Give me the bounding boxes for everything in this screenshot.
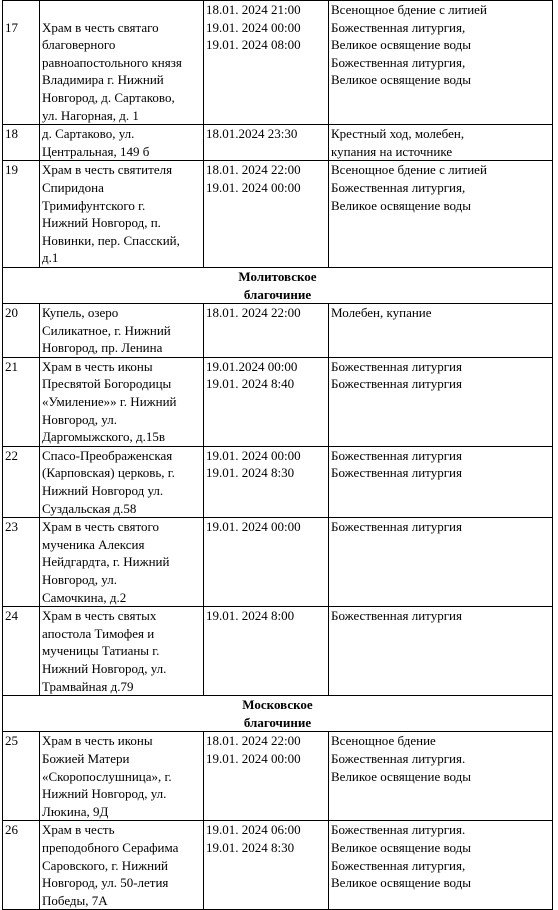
service-time: 19.01. 2024 00:00 <box>206 179 301 195</box>
church-address-line: (Карповская) церковь, г. <box>42 465 175 481</box>
schedule-table <box>2 0 553 910</box>
service-time: 19.01. 2024 00:00 <box>206 19 301 35</box>
row-number-cell <box>3 1 40 125</box>
church-address-line: ул. Нагорная, д. 1 <box>42 107 139 123</box>
service-name: Великое освящение воды <box>331 37 471 53</box>
church-address-cell <box>40 518 204 607</box>
church-address-line: Владимира г. Нижний <box>42 72 164 88</box>
service-name: Всенощное бдение с литией <box>331 2 487 17</box>
table-row <box>3 161 553 268</box>
church-address-cell <box>40 732 204 821</box>
service-time: 19.01. 2024 08:00 <box>206 37 301 53</box>
row-number-cell <box>3 357 40 446</box>
deanery-header <box>3 267 553 303</box>
church-address-line: Храм в честь святаго <box>42 19 159 35</box>
church-address-line: благоверного <box>42 37 116 53</box>
service-name: Божественная литургия, <box>331 179 466 195</box>
church-address-line: Центральная, 149 б <box>42 143 150 159</box>
service-name: Великое освящение воды <box>331 839 471 855</box>
table-row <box>3 732 553 821</box>
church-address-line: Нижний Новгород, п. <box>42 215 161 231</box>
church-address-line: Храм в честь святителя <box>42 162 173 178</box>
row-number: 19 <box>5 162 18 178</box>
table-row <box>3 304 553 358</box>
service-time: 18.01. 2024 22:00 <box>206 733 301 749</box>
service-name-cell <box>329 518 553 607</box>
church-address-line: Новгород, ул. <box>42 411 117 427</box>
service-time: 18.01.2024 23:30 <box>206 126 298 142</box>
church-address-line: Божией Матери <box>42 750 130 766</box>
service-time: 19.01. 2024 8:30 <box>206 465 295 481</box>
church-address-line: Храм в честь святых <box>42 608 157 624</box>
church-address-line: Новгород, ул. <box>42 572 117 587</box>
service-time-cell <box>204 161 329 268</box>
church-address-cell <box>40 125 204 161</box>
service-name: Божественная литургия <box>331 465 462 481</box>
service-name-cell <box>329 607 553 696</box>
service-name: Божественная литургия <box>331 519 462 535</box>
service-time: 18.01. 2024 21:00 <box>206 2 301 17</box>
church-address-line: Новгород, д. Сартаково, <box>42 89 175 105</box>
church-address-cell <box>40 357 204 446</box>
church-address-line: Храм в честь <box>42 822 115 838</box>
service-time-cell <box>204 821 329 910</box>
service-time-cell <box>204 446 329 517</box>
service-name-cell <box>329 446 553 517</box>
deanery-header-row <box>3 696 553 732</box>
church-address-line: мученицы Татианы г. <box>42 643 160 659</box>
table-row <box>3 607 553 696</box>
church-address-line: Тримифунтского г. <box>42 197 146 213</box>
church-address-line: «Умиление»» г. Нижний <box>42 394 177 410</box>
church-address-line: Спасо-Преображенская <box>42 447 173 463</box>
service-name: Божественная литургия. <box>331 750 466 766</box>
row-number-cell <box>3 125 40 161</box>
row-number-cell <box>3 304 40 358</box>
service-name: Божественная литургия <box>331 376 462 392</box>
row-number-cell <box>3 518 40 607</box>
deanery-header <box>3 696 553 732</box>
church-address-cell <box>40 1 204 125</box>
service-time: 19.01. 2024 8:40 <box>206 376 295 392</box>
church-address-line: Храм в честь иконы <box>42 358 153 374</box>
service-name-cell <box>329 357 553 446</box>
church-address-line: Храм в честь иконы <box>42 733 153 749</box>
church-address-cell <box>40 821 204 910</box>
service-name: Великое освящение воды <box>331 875 471 891</box>
table-row <box>3 446 553 517</box>
church-address-line: Силикатное, г. Нижний <box>42 322 171 338</box>
church-address-cell <box>40 304 204 358</box>
service-time: 19.01.2024 00:00 <box>206 358 298 374</box>
row-number-cell <box>3 821 40 910</box>
service-name: Божественная литургия <box>331 447 462 463</box>
church-address-line: преподобного Серафима <box>42 839 179 855</box>
service-name-cell <box>329 732 553 821</box>
service-name: Божественная литургия <box>331 608 462 624</box>
church-address-line: Купель, озеро <box>42 305 119 321</box>
church-address-line: Люкина, 9Д <box>42 803 109 819</box>
church-address-line: Нижний Новгород, ул. <box>42 786 167 802</box>
service-name-cell <box>329 821 553 910</box>
row-number: 24 <box>5 608 18 624</box>
church-address-line: «Скоропослушница», г. <box>42 768 172 784</box>
service-name-cell <box>329 125 553 161</box>
church-address-line: д. Сартаково, ул. <box>42 126 135 142</box>
row-number: 25 <box>5 733 18 749</box>
service-name: Божественная литургия, <box>331 857 466 873</box>
church-address-line: Самочкина, д.2 <box>42 589 127 605</box>
row-number: 21 <box>5 358 18 374</box>
table-row <box>3 821 553 910</box>
row-number-cell <box>3 607 40 696</box>
service-time: 19.01. 2024 00:00 <box>206 447 301 463</box>
church-address-cell <box>40 607 204 696</box>
table-row <box>3 1 553 125</box>
service-time: 19.01. 2024 8:00 <box>206 608 295 624</box>
church-address-line: Нейдгардта, г. Нижний <box>42 554 170 570</box>
service-name: Божественная литургия, <box>331 19 466 35</box>
deanery-header-line: благочиние <box>243 714 312 730</box>
deanery-header-line: благочиние <box>243 286 312 302</box>
service-time: 18.01. 2024 22:00 <box>206 305 301 321</box>
row-number-cell <box>3 446 40 517</box>
service-name-cell <box>329 304 553 358</box>
church-address-line: д.1 <box>42 250 59 266</box>
row-number-cell <box>3 161 40 268</box>
church-address-line: Новгород, ул. 50-летия <box>42 875 169 891</box>
church-address-line: Пресвятой Богородицы <box>42 376 172 392</box>
table-row <box>3 125 553 161</box>
service-time-cell <box>204 732 329 821</box>
service-time: 19.01. 2024 8:30 <box>206 839 295 855</box>
service-name: Божественная литургия, <box>331 54 466 70</box>
service-name: Всенощное бдение <box>331 733 436 749</box>
church-address-cell <box>40 446 204 517</box>
table-row <box>3 518 553 607</box>
church-address-line: апостола Тимофея и <box>42 625 155 641</box>
service-name-cell <box>329 161 553 268</box>
service-time-cell <box>204 1 329 125</box>
row-number: 22 <box>5 447 18 463</box>
service-time: 19.01. 2024 00:00 <box>206 519 301 535</box>
service-name: Всенощное бдение с литией <box>331 162 487 178</box>
church-address-line: равноапостольного князя <box>42 54 182 70</box>
row-number: 26 <box>5 822 18 838</box>
church-address-line: Победы, 7А <box>42 892 108 908</box>
service-time-cell <box>204 304 329 358</box>
service-time-cell <box>204 518 329 607</box>
deanery-header-line: Московское <box>242 697 313 713</box>
church-address-line: Нижний Новгород, ул. <box>42 660 167 676</box>
church-address-line: Суздальская д.58 <box>42 500 137 516</box>
church-address-line: Нижний Новгород ул. <box>42 483 164 499</box>
church-address-line: Новгород, пр. Ленина <box>42 340 163 356</box>
deanery-header-row <box>3 267 553 303</box>
church-address-line: Даргомыжского, д.15в <box>42 429 166 445</box>
schedule-document <box>2 0 552 908</box>
service-name: Божественная литургия. <box>331 822 466 838</box>
row-number: 17 <box>5 19 18 35</box>
church-address-line: мученика Алексия <box>42 536 145 552</box>
row-number-cell <box>3 732 40 821</box>
church-address-line: Новинки, пер. Спасский, <box>42 232 180 248</box>
schedule-table-body <box>3 1 553 910</box>
row-number: 18 <box>5 126 18 142</box>
service-time-cell <box>204 125 329 161</box>
service-name: Божественная литургия <box>331 358 462 374</box>
service-name-cell <box>329 1 553 125</box>
service-time-cell <box>204 607 329 696</box>
service-time: 19.01. 2024 00:00 <box>206 750 301 766</box>
service-name: купания на источнике <box>331 143 453 159</box>
church-address-line: Храм в честь святого <box>42 519 160 535</box>
service-name: Молебен, купание <box>331 305 432 321</box>
church-address-line: Трамвайная д.79 <box>42 678 134 694</box>
table-row <box>3 357 553 446</box>
service-name: Крестный ход, молебен, <box>331 126 465 142</box>
service-name: Великое освящение воды <box>331 768 471 784</box>
service-name: Великое освящение воды <box>331 72 471 88</box>
row-number: 23 <box>5 519 18 535</box>
row-number: 20 <box>5 305 18 321</box>
service-time-cell <box>204 357 329 446</box>
service-name: Великое освящение воды <box>331 197 471 213</box>
service-time: 18.01. 2024 22:00 <box>206 162 301 178</box>
church-address-cell <box>40 161 204 268</box>
church-address-line: Спиридона <box>42 179 104 195</box>
deanery-header-line: Молитовское <box>238 268 317 284</box>
service-time: 19.01. 2024 06:00 <box>206 822 301 838</box>
church-address-line: Саровского, г. Нижний <box>42 857 169 873</box>
